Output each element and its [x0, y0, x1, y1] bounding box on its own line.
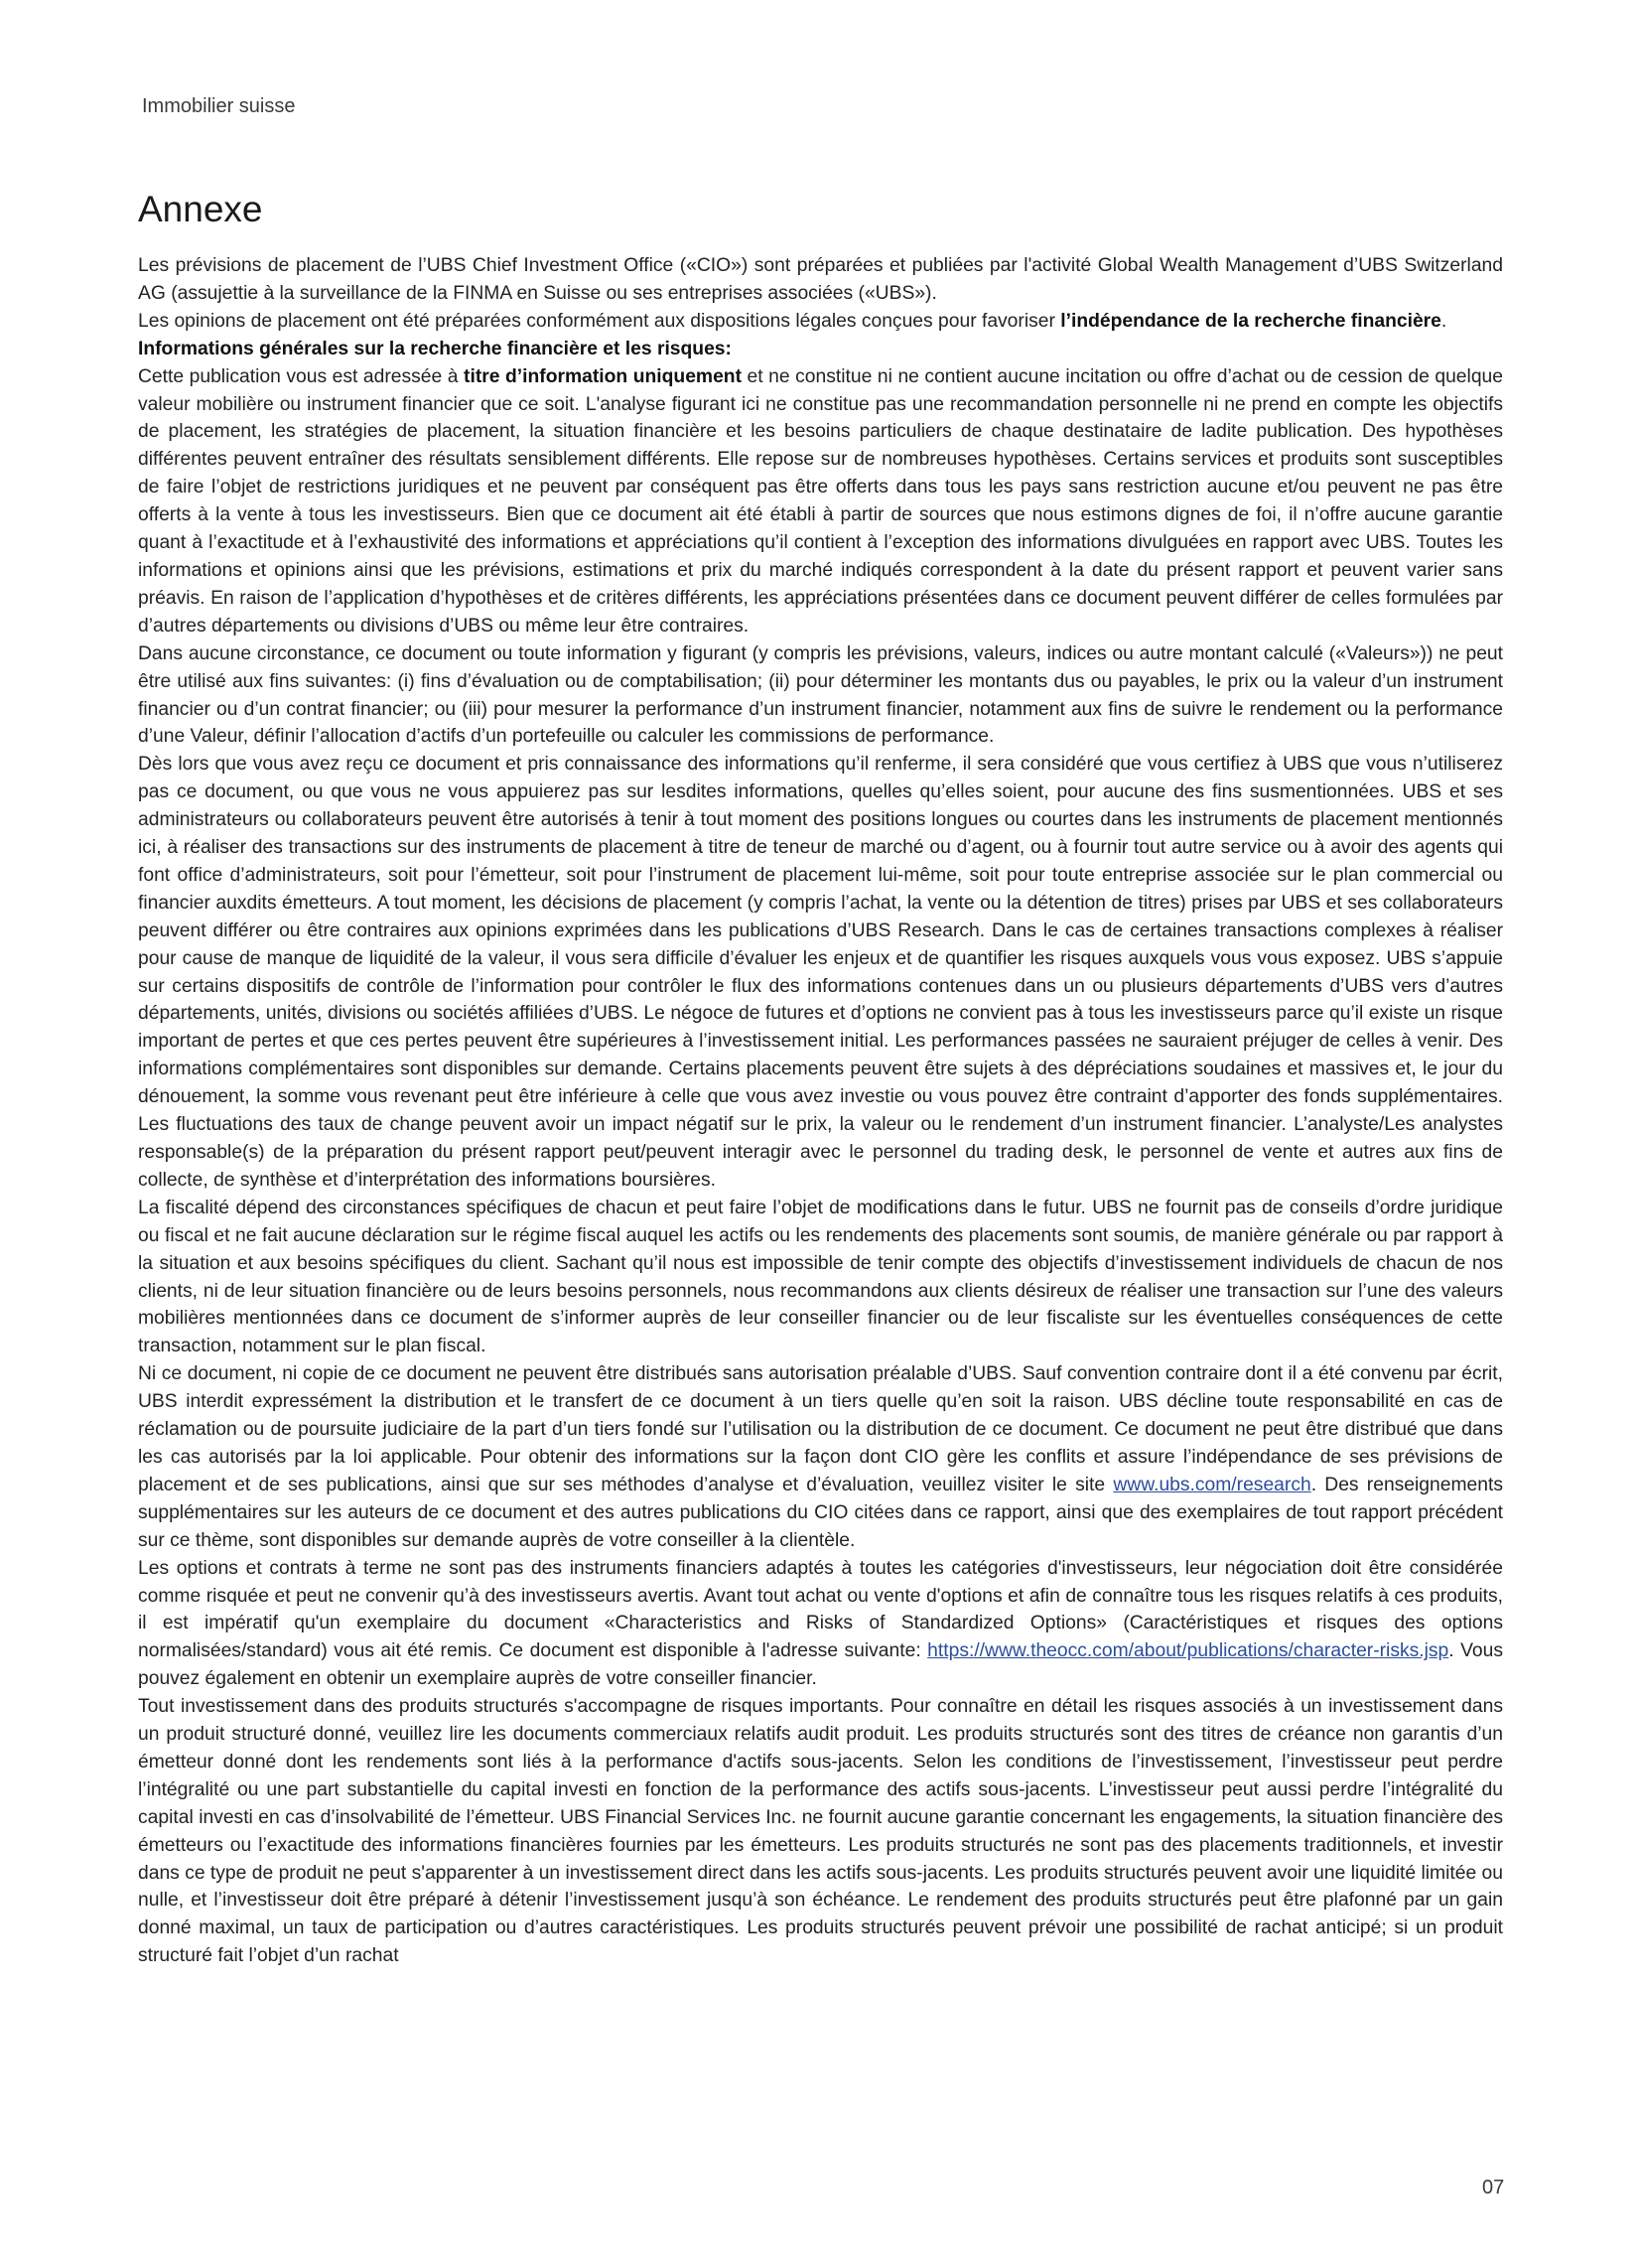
- paragraph-information-only: [138, 363, 1503, 640]
- occ-risks-link[interactable]: https://www.theocc.com/about/publications/character-risks.jsp: [927, 1640, 1449, 1662]
- text-segment: Cette publication vous est adressée à: [138, 365, 465, 387]
- disclaimer-body: [138, 252, 1503, 1970]
- subheading-general-info: [138, 336, 1503, 363]
- paragraph-structured-products: Tout investissement dans des produits structurés s'accompagne de risques importants. Pour connaître en détail les risques associés à un investissement dans un produit structuré donné, veuillez lire les documents commerciaux relatifs audit produit. Les produits structurés sont des titres de créance non garantis d’un émetteur donné dont les rendements sont liés à la performance d'actifs sous-jacents. Selon les conditions de l’investissement, l’investisseur peut perdre l’intégralité ou une part substantielle du capital investi en fonction de la performance des actifs sous-jacents. L’investisseur peut aussi perdre l’intégralité du capital investi en cas d’insolvabilité de l’émetteur. UBS Financial Services Inc. ne fournit aucune garantie concernant les engagements, la situation financière des émetteurs ou l’exactitude des informations financières fournies par les émetteurs. Les produits structurés ne sont pas des placements traditionnels, et investir dans ce type de produit ne peut s'apparenter à un investissement direct dans les actifs sous-jacents. Les produits structurés peuvent avoir une liquidité limitée ou nulle, et l’investisseur doit être préparé à détenir l’investissement jusqu’à son échéance. Le rendement des produits structurés peut être plafonné par un gain donné maximal, un taux de participation ou d’autres caractéristiques. Les produits structurés peuvent prévoir une possibilité de rachat anticipé; si un produit structuré fait l’objet d’un rachat: [138, 1696, 1503, 1967]
- text-segment: .: [1440, 310, 1447, 332]
- page-number: 07: [1482, 2177, 1505, 2198]
- text-segment: . Des renseignements supplémentaires sur les auteurs de ce document et des autres publications du CIO citées dans ce rapport, ainsi que des exemplaires de tout rapport précédent sur ce thème, sont disponibles sur demande auprès de votre conseiller à la clientèle.: [138, 1474, 1503, 1551]
- text-segment: Ni ce document, ni copie de ce document ne peuvent être distribués sans autorisation préalable d’UBS. Sauf convention contraire dont il a été convenu par écrit, UBS interdit expressément la distribution et le transfert de ce document à un tiers quelle qu’en soit la raison. UBS décline toute responsabilité en cas de réclamation ou de poursuite judiciaire de la part d’un tiers fondé sur l’utilisation ou la distribution de ce document. Ce document ne peut être distribué que dans les cas autorisés par la loi applicable. Pour obtenir des informations sur la façon dont CIO gère les conflits et assure l’indépendance de ses prévisions de placement et de ses publications, ainsi que sur ses méthodes d’analyse et d’évaluation, veuillez visiter le site: [138, 1363, 1503, 1495]
- paragraph-certification: Dès lors que vous avez reçu ce document et pris connaissance des informations qu’il renferme, il sera considéré que vous certifiez à UBS que vous n’utiliserez pas ce document, ou que vous ne vous appuierez pas sur lesdites informations, quelles qu’elles soient, pour aucune des fins susmentionnées. UBS et ses administrateurs ou collaborateurs peuvent être autorisés à tenir à tout moment des positions longues ou courtes dans les instruments de placement mentionnés ici, à réaliser des transactions sur des instruments de placement à titre de teneur de marché ou d’agent, ou à fournir tout autre service ou à avoir des agents qui font office d’administrateurs, soit pour l’émetteur, soit pour l’instrument de placement lui-même, soit pour toute entreprise associée sur le plan commercial ou financier auxdits émetteurs. A tout moment, les décisions de placement (y compris l’achat, la vente ou la détention de titres) prises par UBS et ses collaborateurs peuvent différer ou être contraires aux opinions exprimées dans les publications d’UBS Research. Dans le cas de certaines transactions complexes à réaliser pour cause de manque de liquidité de la valeur, il vous sera difficile d’évaluer les enjeux et de quantifier les risques auxquels vous vous exposez. UBS s’appuie sur certains dispositifs de contrôle de l’information pour contrôler le flux des informations contenues dans un ou plusieurs départements d’UBS vers d’autres départements, unités, divisions ou sociétés affiliées d’UBS. Le négoce de futures et d’options ne convient pas à tous les investisseurs parce qu’il existe un risque important de pertes et que ces pertes peuvent être supérieures à l’investissement initial. Les performances passées ne sauraient préjuger de celles à venir. Des informations complémentaires sont disponibles sur demande. Certains placements peuvent être sujets à des dépréciations soudaines et massives et, le jour du dénouement, la somme vous revenant peut être inférieure à celle que vous avez investie ou vous pouvez être contraint d’apporter des fonds supplémentaires. Les fluctuations des taux de change peuvent avoir un impact négatif sur le prix, la valeur ou le rendement d’un instrument financier. L’analyste/Les analystes responsable(s) de la préparation du présent rapport peut/peuvent interagir avec le personnel du trading desk, le personnel de vente et autres aux fins de collecte, de synthèse et d’interprétation des informations boursières.: [138, 754, 1503, 1191]
- section-title: Annexe: [138, 189, 263, 229]
- bold-phrase: titre d’information uniquement: [464, 365, 742, 387]
- running-header: Immobilier suisse: [142, 95, 296, 117]
- paragraph-options: [138, 1555, 1503, 1694]
- subheading-text: Informations générales sur la recherche financière et les risques:: [138, 338, 732, 359]
- paragraph-distribution: [138, 1360, 1503, 1554]
- paragraph-cio-intro: Les prévisions de placement de l’UBS Chief Investment Office («CIO») sont préparées et publiées par l'activité Global Wealth Management d’UBS Switzerland AG (assujettie à la surveillance de la FINMA en Suisse ou ses entreprises associées («UBS»).: [138, 255, 1503, 304]
- text-segment: Les opinions de placement ont été préparées conformément aux dispositions légales conçues pour favoriser: [138, 310, 1061, 332]
- paragraph-valeurs-usage: Dans aucune circonstance, ce document ou toute information y figurant (y compris les prévisions, valeurs, indices ou autre montant calculé («Valeurs»)) ne peut être utilisé aux fins suivantes: (i) fins d’évaluation ou de comptabilisation; (ii) pour déterminer les montants dus ou payables, le prix ou la valeur d’un instrument financier ou d’un contrat financier; ou (iii) pour mesurer la performance d’un instrument financier, notamment aux fins de suivre le rendement ou la performance d’une Valeur, définir l’allocation d’actifs d’un portefeuille ou calculer les commissions de performance.: [138, 642, 1503, 748]
- paragraph-research-independence: [138, 308, 1503, 336]
- text-segment: et ne constitue ni ne contient aucune incitation ou offre d’achat ou de cession de quelque valeur mobilière ou instrument financier que ce soit. L'analyse figurant ici ne constitue pas une recommandation personnelle ni ne prend en compte les objectifs de placement, les stratégies de placement, la situation financière et les besoins particuliers de chaque destinataire de ladite publication. Des hypothèses différentes peuvent entraîner des résultats sensiblement différents. Elle repose sur de nombreuses hypothèses. Certains services et produits sont susceptibles de faire l’objet de restrictions juridiques et ne peuvent par conséquent pas être offerts dans tous les pays sans restriction aucune et/ou peuvent ne pas être offerts à la vente à tous les investisseurs. Bien que ce document ait été établi à partir de sources que nous estimons dignes de foi, il n’offre aucune garantie quant à l’exactitude et à l’exhaustivité des informations et appréciations qu’il contient à l’exception des informations divulguées en rapport avec UBS. Toutes les informations et opinions ainsi que les prévisions, estimations et prix du marché indiqués correspondent à la date du présent rapport et peuvent varier sans préavis. En raison de l’application d’hypothèses et de critères différents, les appréciations présentées dans ce document peuvent différer de celles formulées par d’autres départements ou divisions d’UBS ou même leur être contraires.: [138, 365, 1503, 637]
- bold-phrase: l’indépendance de la recherche financière: [1060, 310, 1441, 332]
- paragraph-taxation: La fiscalité dépend des circonstances spécifiques de chacun et peut faire l’objet de modifications dans le futur. UBS ne fournit pas de conseils d’ordre juridique ou fiscal et ne fait aucune déclaration sur le régime fiscal auquel les actifs ou les rendements des placements sont soumis, de manière générale ou par rapport à la situation et aux besoins spécifiques du client. Sachant qu’il nous est impossible de tenir compte des objectifs d’investissement individuels de chacun de nos clients, ni de leur situation financière ou de leurs besoins personnels, nous recommandons aux clients désireux de réaliser une transaction sur l’une des valeurs mobilières mentionnées dans ce document de s’informer auprès de leur conseiller financier ou de leur fiscaliste sur les éventuelles conséquences de cette transaction, notamment sur le plan fiscal.: [138, 1197, 1503, 1357]
- ubs-research-link[interactable]: www.ubs.com/research: [1113, 1474, 1311, 1495]
- text-segment: Les options et contrats à terme ne sont pas des instruments financiers adaptés à toutes les catégories d'investisseurs, leur négociation doit être considérée comme risquée et peut ne convenir qu’à des investisseurs avertis. Avant tout achat ou vente d'options et afin de connaître tous les risques relatifs à ces produits, il est impératif qu'un exemplaire du document «Characteristics and Risks of Standardized Options» (Caractéristiques et risques des options normalisées/standard) vous ait été remis. Ce document est disponible à l'adresse suivante:: [138, 1557, 1503, 1662]
- text-segment: . Vous pouvez également en obtenir un exemplaire auprès de votre conseiller financier.: [138, 1640, 1503, 1690]
